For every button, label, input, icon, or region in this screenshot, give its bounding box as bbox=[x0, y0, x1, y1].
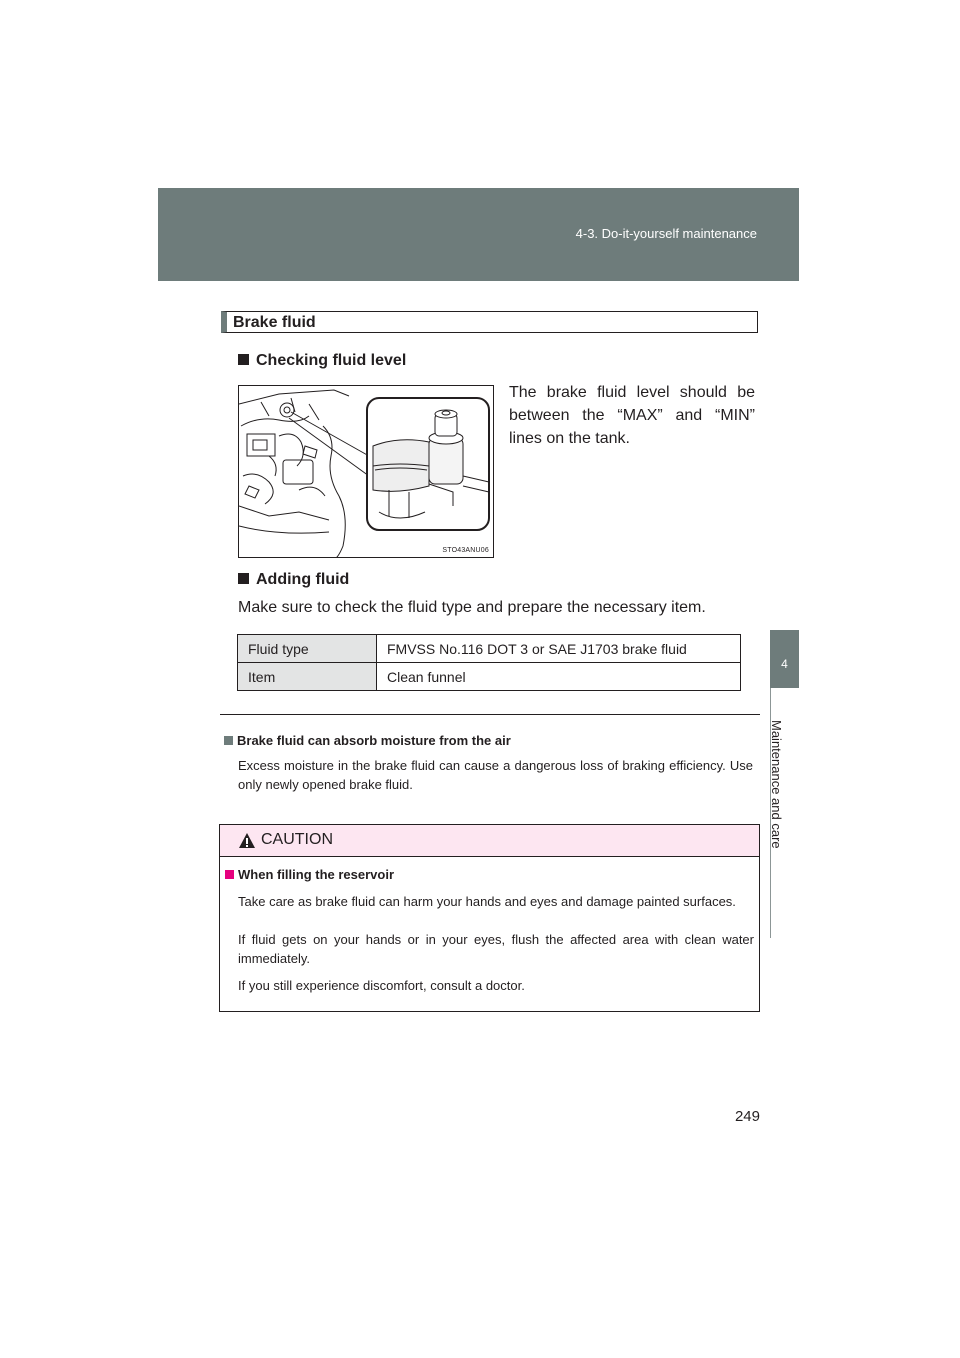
table-key: Fluid type bbox=[238, 635, 377, 663]
square-bullet-icon bbox=[238, 354, 249, 365]
side-tab-number: 4 bbox=[781, 657, 788, 671]
checking-text: The brake fluid level should be between the “MAX” and “MIN” lines on the tank. bbox=[509, 384, 755, 447]
table-row bbox=[238, 663, 741, 691]
caution-header bbox=[220, 825, 759, 857]
brake-reservoir-illustration bbox=[238, 385, 494, 558]
note-heading: Brake fluid can absorb moisture from the air bbox=[224, 733, 511, 748]
caution-paragraph-2: If fluid gets on your hands or in your eyes, flush the affected area with clean water immediately. bbox=[238, 932, 754, 966]
caution-paragraph-3: If you still experience discomfort, consult a doctor. bbox=[238, 978, 525, 993]
table-key: Item bbox=[238, 663, 377, 691]
table-row bbox=[238, 635, 741, 663]
side-tab-label: Maintenance and care bbox=[769, 720, 784, 849]
warning-triangle-icon bbox=[238, 832, 256, 849]
page-number: 249 bbox=[734, 1108, 760, 1125]
square-bullet-icon bbox=[238, 573, 249, 584]
fluid-spec-table bbox=[237, 634, 741, 691]
section-divider bbox=[220, 714, 760, 715]
figure-code: STO43ANU06 bbox=[442, 547, 489, 554]
caution-heading: When filling the reservoir bbox=[225, 867, 394, 882]
header-band bbox=[158, 188, 799, 281]
section-title-text: Brake fluid bbox=[233, 314, 316, 331]
header-section-title: 4-3. Do-it-yourself maintenance bbox=[575, 226, 757, 241]
checking-heading: Checking fluid level bbox=[238, 352, 406, 370]
side-tab bbox=[770, 630, 799, 688]
caution-box bbox=[219, 824, 760, 1012]
table-value: FMVSS No.116 DOT 3 or SAE J1703 brake fluid bbox=[377, 635, 741, 663]
engine-bay-drawing bbox=[239, 386, 494, 558]
caution-paragraph-1: Take care as brake fluid can harm your hands and eyes and damage painted surfaces. bbox=[238, 894, 736, 909]
section-title bbox=[221, 311, 758, 333]
adding-heading: Adding fluid bbox=[238, 571, 349, 589]
note-text: Excess moisture in the brake fluid can cause a dangerous loss of braking efficiency. Use only newly opened brake fluid. bbox=[238, 758, 753, 792]
square-bullet-icon bbox=[225, 870, 234, 879]
caution-title: CAUTION bbox=[261, 831, 333, 848]
square-bullet-icon bbox=[224, 736, 233, 745]
adding-text: Make sure to check the fluid type and prepare the necessary item. bbox=[238, 599, 706, 616]
table-value: Clean funnel bbox=[377, 663, 741, 691]
